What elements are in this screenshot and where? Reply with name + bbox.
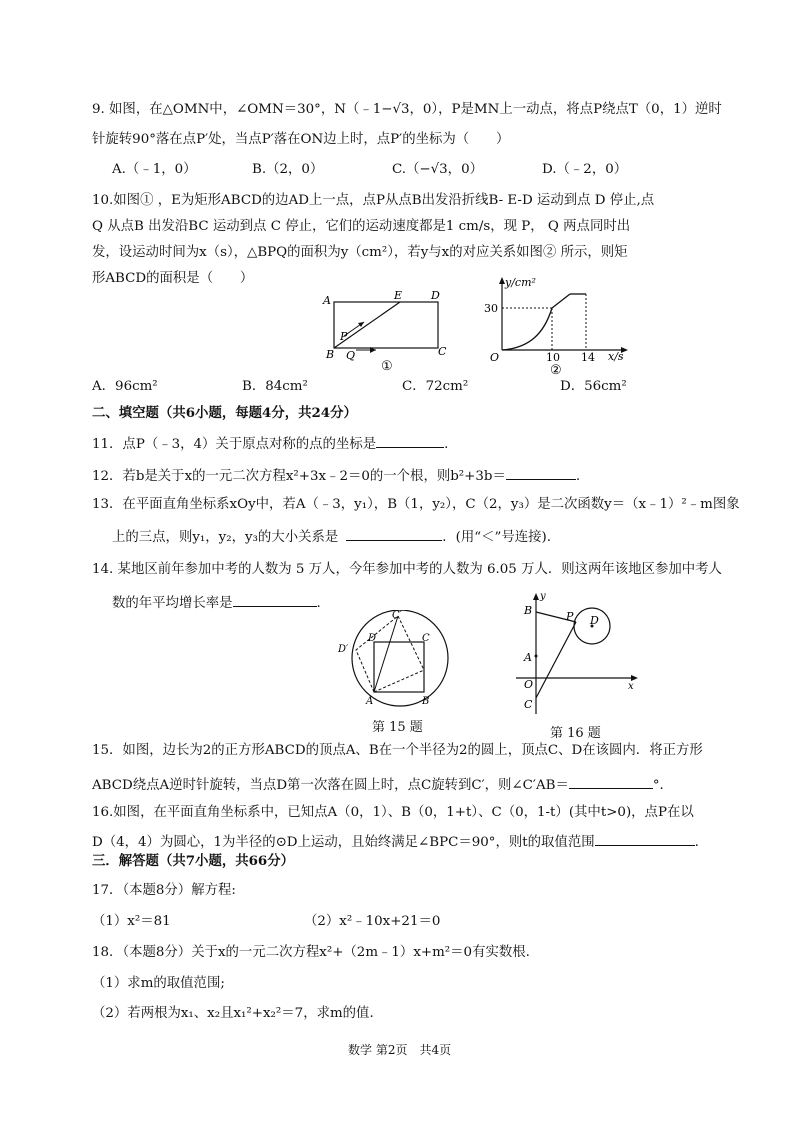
- q13-line2-tail: ．(用“＜”号连接).: [442, 530, 552, 545]
- q14-line2: 数的年平均增长率是 .: [112, 592, 321, 613]
- fig15-label-a: A: [366, 696, 374, 707]
- fig15-label-b: B: [422, 696, 430, 707]
- q9-line2: 针旋转90°落在点P′处，当点P′落在ON边上时，点P′的坐标为（ ）: [92, 132, 510, 147]
- figure-16: [516, 590, 646, 720]
- fig15-label-d-prime: D′: [338, 644, 349, 655]
- q18-part2: （2）若两根为x₁、x₂且x₁²+x₂²＝7，求m的值.: [92, 1006, 374, 1021]
- q15-answer-blank: [569, 774, 653, 789]
- fig1-caption: ①: [381, 359, 393, 374]
- q13-line2: [112, 526, 551, 547]
- fig1-label-q: Q: [346, 349, 356, 362]
- fig2-caption: ②: [550, 363, 562, 378]
- fig16-label-b: B: [524, 604, 533, 617]
- q10-option-c: C．72cm²: [402, 379, 469, 394]
- q9-option-c: C.（−√3，0）: [392, 162, 483, 177]
- section-2-heading: 二、填空题（共6小题，每题4分，共24分）: [92, 405, 357, 421]
- q11-answer-blank: [376, 433, 444, 448]
- q11: 11．点P（﹣3，4）关于原点对称的点的坐标是 .: [92, 433, 448, 454]
- q17-title: 17．（本题8分）解方程:: [92, 883, 236, 898]
- q18-title: 18．（本题8分）关于x的一元二次方程x²+（2m﹣1）x+m²＝0有实数根.: [92, 945, 530, 960]
- q9-option-b: B.（2，0）: [252, 162, 324, 177]
- q15-line2-tail: °．: [652, 778, 673, 793]
- q10-figure-1: [318, 288, 453, 378]
- q12-answer-blank: [506, 465, 576, 480]
- q14-answer-blank: [233, 592, 317, 607]
- q17-part2: （2）x²﹣10x+21＝0: [304, 914, 441, 929]
- fig15-label-c: C: [422, 633, 430, 644]
- q12-text: 12．若b是关于x的一元二次方程x²+3x﹣2＝0的一个根，则b²+3b＝: [92, 469, 506, 484]
- section-3-heading: 三．解答题（共7小题，共66分）: [92, 853, 295, 869]
- fig2-tick-10: 10: [546, 351, 560, 364]
- fig16-label-o: O: [524, 678, 534, 691]
- fig1-label-p: P: [340, 330, 348, 343]
- q12: 12．若b是关于x的一元二次方程x²+3x﹣2＝0的一个根，则b²+3b＝ .: [92, 465, 580, 486]
- q10-line3: 发，设运动时间为x（s），△BPQ的面积为y（cm²），若y与x的对应关系如图② 所示，则矩: [92, 245, 628, 260]
- fig16-label-a: A: [524, 651, 532, 664]
- fig16-label-d: D: [590, 614, 599, 627]
- fig16-label-p: P: [566, 610, 574, 623]
- q10-option-b: B．84cm²: [242, 379, 308, 394]
- fig2-y-label: y/cm²: [505, 276, 536, 289]
- q11-text: 11．点P（﹣3，4）关于原点对称的点的坐标是: [92, 437, 377, 452]
- fig2-origin: O: [490, 351, 500, 364]
- q10-option-a: A．96cm²: [92, 379, 158, 394]
- fig16-axis-x: x: [628, 681, 634, 692]
- q14-line2-text: 数的年平均增长率是: [112, 596, 233, 611]
- q13-answer-blank: [346, 526, 442, 541]
- fig2-tick-14: 14: [581, 351, 595, 364]
- figure-15: [332, 610, 458, 710]
- fig1-label-e: E: [394, 289, 403, 302]
- q9-line1: 9. 如图，在△OMN中，∠OMN＝30°，N（﹣1−√3，0），P是MN上一动点，将点P绕点T（0，1）逆时: [92, 102, 722, 117]
- q16-line1: 16.如图，在平面直角坐标系中，已知点A（0，1）、B（0，1+t）、C（0，1-t）(其中t>0)，点P在以: [92, 805, 694, 820]
- page-footer: 数学 第2页 共4页: [348, 1043, 452, 1057]
- fig1-label-a: A: [323, 294, 331, 307]
- q10-line2: Q 从点B 出发沿BC 运动到点 C 停止，它们的运动速度都是1 cm/s，现 P， Q 两点同时出: [92, 219, 631, 234]
- q10-figure-2: [474, 274, 634, 380]
- q9-option-d: D.（﹣2，0）: [542, 162, 628, 177]
- q14-line1: 14. 某地区前年参加中考的人数为 5 万人，今年参加中考的人数为 6.05 万人．则这两年该地区参加中考人: [92, 562, 722, 577]
- q10-line4: 形ABCD的面积是（ ）: [92, 271, 254, 286]
- fig1-label-c: C: [438, 345, 447, 358]
- q15-line2: [92, 774, 673, 795]
- q17-part1: （1）x²＝81: [92, 914, 171, 929]
- fig15-label-c-prime: C′: [392, 610, 402, 621]
- q13-line2-text: 上的三点，则y₁，y₂，y₃的大小关系是: [112, 530, 339, 545]
- q15-line1: 15．如图，边长为2的正方形ABCD的顶点A、B在一个半径为2的圆上，顶点C、D在该圆内．将正方形: [92, 743, 703, 758]
- fig15-label-d: D: [368, 633, 377, 644]
- q16-line2-text: D（4，4）为圆心，1为半径的⊙D上运动，且始终满足∠BPC＝90°，则t的取值范围: [92, 835, 595, 850]
- q16-line2: D（4，4）为圆心，1为半径的⊙D上运动，且始终满足∠BPC＝90°，则t的取值范围 .: [92, 831, 699, 852]
- q15-line2-text: ABCD绕点A逆时针旋转，当点D第一次落在圆上时，点C旋转到C′，则∠C′AB＝: [92, 778, 569, 793]
- figure-15-caption: 第 15 题: [372, 720, 423, 735]
- fig2-x-label: x/s: [608, 350, 624, 363]
- q13-line1: 13．在平面直角坐标系xOy中，若A（﹣3，y₁），B（1，y₂），C（2，y₃）是二次函数y＝（x﹣1）²﹣m图象: [92, 497, 740, 512]
- q10-line1: 10.如图① ，E为矩形ABCD的边AD上一点，点P从点B出发沿折线B- E-D 运动到点 D 停止,点: [92, 193, 655, 208]
- q18-part1: （1）求m的取值范围;: [92, 976, 225, 991]
- figure-16-caption: 第 16 题: [550, 726, 601, 741]
- fig16-axis-y: y: [540, 591, 546, 602]
- fig1-label-b: B: [326, 348, 335, 361]
- q9-option-a: A.（﹣1，0）: [112, 162, 197, 177]
- fig1-label-d: D: [431, 289, 440, 302]
- fig2-tick-30: 30: [484, 302, 498, 315]
- q10-option-d: D．56cm²: [560, 379, 627, 394]
- q16-answer-blank: [595, 831, 695, 846]
- fig16-label-c: C: [524, 698, 533, 711]
